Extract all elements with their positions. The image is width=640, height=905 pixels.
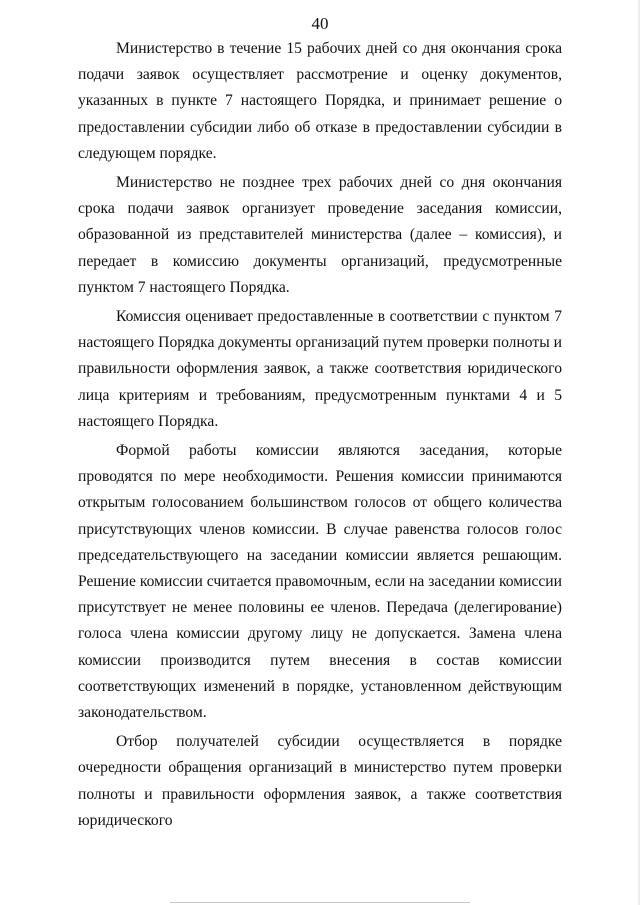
paragraph: Министерство не позднее трех рабочих дней со дня окончания срока подачи заявок организует проведение заседания комиссии, образованной из представителей министерства (далее – комиссия), и передает в комиссию документы организаций, предусмотренные пунктом 7 настоящего Порядка.	[78, 174, 562, 296]
page-number: 40	[311, 14, 329, 33]
body-text	[78, 36, 562, 835]
paragraph: Комиссия оценивает предоставленные в соответствии с пунктом 7 настоящего Порядка документы организаций путем проверки полноты и правильности оформления заявок, а также соответствия юридического лица критериям и требованиям, предусмотренным пунктами 4 и 5 настоящего Порядка.	[78, 308, 562, 430]
paragraph-continued: Отбор получателей субсидии осуществляется в порядке очередности обращения организаций в министерство путем проверки полноты и правильности оформления заявок, а также соответствия юридического	[78, 733, 562, 829]
paragraph: Министерство в течение 15 рабочих дней со дня окончания срока подачи заявок осуществляет рассмотрение и оценку документов, указанных в пункте 7 настоящего Порядка, и принимает решение о предоставлении субсидии либо об отказе в предоставлении субсидии в следующем порядке.	[78, 40, 562, 162]
paragraph: Формой работы комиссии являются заседания, которые проводятся по мере необходимости. Решения комиссии принимаются открытым голосованием большинством голосов от общего количества присутствующих членов комиссии. В случае равенства голосов голос председательствующего на заседании комиссии является решающим. Решение комиссии считается правомочным, если на заседании комиссии присутствует не менее половины ее членов. Передача (делегирование) голоса члена комиссии другому лицу не допускается. Замена члена комиссии производится путем внесения в состав комиссии соответствующих изменений в порядке, установленном действующим законодательством.	[78, 442, 562, 722]
scan-edge-line	[170, 902, 470, 903]
